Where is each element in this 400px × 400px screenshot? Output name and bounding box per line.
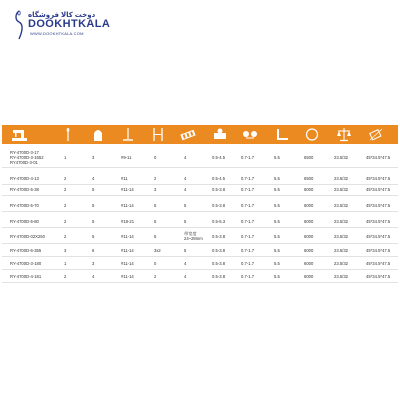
feed-dog-icon bbox=[180, 127, 196, 142]
spec-cell-c5: 5 bbox=[184, 203, 187, 208]
spec-cell-c5: 5 bbox=[184, 219, 187, 224]
row-divider bbox=[2, 256, 398, 257]
model-number: RY-4700D-4-13 bbox=[10, 176, 39, 181]
spec-cell-c8: 5.5 bbox=[274, 176, 280, 181]
spec-cell-c2: 6 bbox=[92, 248, 95, 253]
spec-cell-c7: 0.7-1.7 bbox=[241, 233, 255, 239]
spec-cell-c5: 5 bbox=[184, 248, 187, 253]
spec-cell-c6: 0.5-4.5 bbox=[212, 176, 226, 181]
spec-cell-c2: 5 bbox=[92, 203, 95, 208]
sewing-machine-icon bbox=[12, 127, 28, 142]
spec-cell-c10: 23.5/32 bbox=[334, 203, 348, 208]
spec-cell-c9: 6500 bbox=[304, 154, 314, 160]
spec-cell-c8: 5.5 bbox=[274, 233, 280, 239]
spec-cell-c4: 5 bbox=[154, 219, 157, 224]
spec-cell-c4: 2 bbox=[154, 274, 157, 279]
spec-cell-c1: 2 bbox=[64, 274, 67, 279]
spec-cell-c11: 45*34.5*47.5 bbox=[366, 176, 391, 181]
row-divider bbox=[2, 243, 398, 244]
spec-cell-c7: 0.7-1.7 bbox=[241, 187, 255, 192]
spec-cell-c9: 6000 bbox=[304, 233, 314, 239]
spec-cell-c10: 23.5/32 bbox=[334, 176, 348, 181]
spec-cell-c2: 4 bbox=[92, 274, 95, 279]
table-header-bar bbox=[2, 125, 398, 144]
brand-logo bbox=[12, 10, 132, 44]
model-number: RY-4700D-3-1652 bbox=[10, 154, 44, 160]
spec-cell-c7: 0.7-1.7 bbox=[241, 248, 255, 253]
model-number: RY-4700D-3-180 bbox=[10, 261, 42, 266]
spec-cell-c4: 5 bbox=[154, 203, 157, 208]
row-divider bbox=[2, 211, 398, 212]
spec-cell-c3: #11-14 bbox=[121, 248, 134, 253]
spec-cell-c6: 0.5-5.3 bbox=[212, 219, 226, 224]
knee-lifter-icon bbox=[274, 127, 290, 142]
spec-cell-c10: 23.5/32 bbox=[334, 219, 348, 224]
model-cell bbox=[10, 234, 45, 239]
spec-cell-c7: 0.7-1.7 bbox=[241, 261, 255, 266]
spec-cell-c5: 4 bbox=[184, 176, 187, 181]
spec-cell-c5: 4 bbox=[184, 187, 187, 192]
spec-cell-c11: 45*34.5*47.5 bbox=[366, 248, 391, 253]
model-cell bbox=[10, 203, 39, 208]
spec-cell-c3: #9-11 bbox=[121, 154, 132, 160]
spec-cell-c8: 5.5 bbox=[274, 261, 280, 266]
spec-cell-c2: 5 bbox=[92, 233, 95, 239]
spec-cell-c3: #18-21 bbox=[121, 219, 135, 224]
spec-cell-c6: 0.5-3.8 bbox=[212, 187, 226, 192]
spec-cell-c1: 1 bbox=[64, 154, 67, 160]
row-divider bbox=[2, 282, 398, 283]
spec-cell-c1: 2 bbox=[64, 203, 67, 208]
spec-cell-c10: 23.5/32 bbox=[334, 187, 348, 192]
spec-cell-c1: 2 bbox=[64, 187, 67, 192]
spec-cell-c10: 23.5/32 bbox=[334, 233, 348, 239]
model-number: RY-4700D-4-181 bbox=[10, 274, 42, 279]
needle-icon bbox=[60, 127, 76, 142]
brand-url: WWW.DOOKHTKALA.COM bbox=[30, 31, 84, 36]
spec-cell-c8: 5.5 bbox=[274, 219, 280, 224]
model-number: RY-4700D-3-17 bbox=[10, 149, 39, 155]
model-cell bbox=[10, 219, 39, 224]
spec-cell-c5: 4 bbox=[184, 261, 187, 266]
spec-cell-c4: 3 bbox=[154, 187, 157, 192]
model-number: RY-4700D-5-38 bbox=[10, 187, 39, 192]
spec-cell-c4: 0 bbox=[154, 154, 157, 160]
spec-cell-c8: 5.5 bbox=[274, 248, 280, 253]
spec-cell-c8: 5.5 bbox=[274, 274, 280, 279]
spec-cell-c11: 45*34.5*47.5 bbox=[366, 154, 391, 160]
thread-spool-icon bbox=[242, 127, 258, 142]
spec-cell-c6: 0.5-3.8 bbox=[212, 203, 226, 208]
brand-name-en: DOOKHTKALA bbox=[28, 18, 111, 30]
spec-cell-c7: 0.7-1.7 bbox=[241, 219, 255, 224]
spec-cell-c7: 0.7-1.7 bbox=[241, 203, 255, 208]
balance-icon bbox=[336, 127, 352, 142]
spec-cell-c5: 4 bbox=[184, 274, 187, 279]
model-number: RY-4700D-6-355 bbox=[10, 248, 42, 253]
spec-cell-c2: 5 bbox=[92, 187, 95, 192]
spec-cell-c11: 45*34.5*47.5 bbox=[366, 219, 391, 224]
spec-cell-c9: 6000 bbox=[304, 219, 314, 224]
presser-foot-icon bbox=[90, 127, 106, 142]
spec-cell-c7: 0.7-1.7 bbox=[241, 154, 255, 160]
spec-cell-c6: 0.5-4.5 bbox=[212, 154, 226, 160]
spec-cell-c6: 0.5-3.8 bbox=[212, 248, 226, 253]
model-cell bbox=[10, 187, 39, 192]
spec-cell-c3: #11-14 bbox=[121, 203, 134, 208]
row-divider bbox=[2, 195, 398, 196]
spec-cell-c3: #11-14 bbox=[121, 261, 134, 266]
spec-cell-c11: 45*34.5*47.5 bbox=[366, 233, 391, 239]
bobbin-case-icon bbox=[212, 127, 228, 142]
spec-cell-c3: #11-14 bbox=[121, 274, 134, 279]
spec-cell-c1: 2 bbox=[64, 219, 67, 224]
spec-cell-c9: 6500 bbox=[304, 176, 314, 181]
spec-cell-c2: 4 bbox=[92, 176, 95, 181]
spec-cell-c8: 5.5 bbox=[274, 203, 280, 208]
needle-logo-icon bbox=[12, 10, 26, 40]
spec-cell-c11: 45*34.5*47.5 bbox=[366, 274, 391, 279]
model-number: RY-4700D-5-70 bbox=[10, 203, 39, 208]
spec-cell-c11: 45*34.5*47.5 bbox=[366, 261, 391, 266]
spec-value-line: 24~28mm bbox=[184, 236, 203, 241]
spec-cell-c10: 23.5/32 bbox=[334, 274, 348, 279]
spec-cell-c11: 45*34.5*47.5 bbox=[366, 187, 391, 192]
spec-cell-c10: 23.5/32 bbox=[334, 154, 348, 160]
spec-value-line: 带宽度 bbox=[184, 231, 197, 236]
spec-cell-c1: 3 bbox=[64, 248, 67, 253]
model-cell bbox=[10, 274, 41, 279]
spec-cell-c7: 0.7-1.7 bbox=[241, 274, 255, 279]
model-number: RY4700D-3-01 bbox=[10, 159, 38, 165]
spec-cell-c4: 5 bbox=[154, 233, 157, 239]
spec-cell-c5 bbox=[184, 231, 203, 241]
spec-cell-c4: 2 bbox=[154, 176, 157, 181]
spec-cell-c6: 0.5-3.8 bbox=[212, 233, 226, 239]
needle-bar-icon bbox=[120, 127, 136, 142]
spec-cell-c3: #11-14 bbox=[121, 233, 134, 239]
spec-cell-c8: 5.5 bbox=[274, 187, 280, 192]
spec-cell-c9: 6000 bbox=[304, 261, 314, 266]
spec-cell-c4: 0 bbox=[154, 261, 157, 266]
spec-cell-c5: 4 bbox=[184, 154, 187, 160]
spec-cell-c6: 0.5-3.8 bbox=[212, 274, 226, 279]
spec-cell-c1: 2 bbox=[64, 176, 67, 181]
spec-cell-c3: #11-14 bbox=[121, 187, 134, 192]
model-cell bbox=[10, 261, 41, 266]
spec-cell-c9: 6000 bbox=[304, 274, 314, 279]
stitch-height-icon bbox=[150, 127, 166, 142]
spec-cell-c3: #11 bbox=[121, 176, 128, 181]
model-number: RY-4700D-5-80 bbox=[10, 219, 39, 224]
spec-cell-c10: 23.5/32 bbox=[334, 248, 348, 253]
spec-cell-c2: 3 bbox=[92, 154, 95, 160]
spec-cell-c9: 6000 bbox=[304, 187, 314, 192]
row-divider bbox=[2, 184, 398, 185]
row-divider bbox=[2, 167, 398, 168]
spec-cell-c9: 6000 bbox=[304, 248, 314, 253]
row-divider bbox=[2, 227, 398, 228]
spec-cell-c7: 0.7-1.7 bbox=[241, 176, 255, 181]
spec-cell-c1: 2 bbox=[64, 233, 67, 239]
spec-cell-c2: 3 bbox=[92, 261, 95, 266]
motor-icon bbox=[304, 127, 320, 142]
model-cell bbox=[10, 176, 39, 181]
brand-name-fa: دوخت کالا فروشگاه bbox=[28, 12, 96, 19]
spec-cell-c2: 5 bbox=[92, 219, 95, 224]
model-cell bbox=[10, 150, 44, 165]
spec-cell-c8: 5.5 bbox=[274, 154, 280, 160]
spec-cell-c1: 1 bbox=[64, 261, 67, 266]
model-number: RY-4700D-02X250 bbox=[10, 233, 45, 239]
spec-cell-c4: 3x2 bbox=[154, 248, 161, 253]
spec-cell-c9: 6000 bbox=[304, 203, 314, 208]
model-cell bbox=[10, 248, 41, 253]
spec-cell-c10: 23.5/32 bbox=[334, 261, 348, 266]
spec-cell-c11: 45*34.5*47.5 bbox=[366, 203, 391, 208]
row-divider bbox=[2, 269, 398, 270]
dimensions-icon bbox=[368, 127, 384, 142]
spec-cell-c6: 0.5-3.8 bbox=[212, 261, 226, 266]
